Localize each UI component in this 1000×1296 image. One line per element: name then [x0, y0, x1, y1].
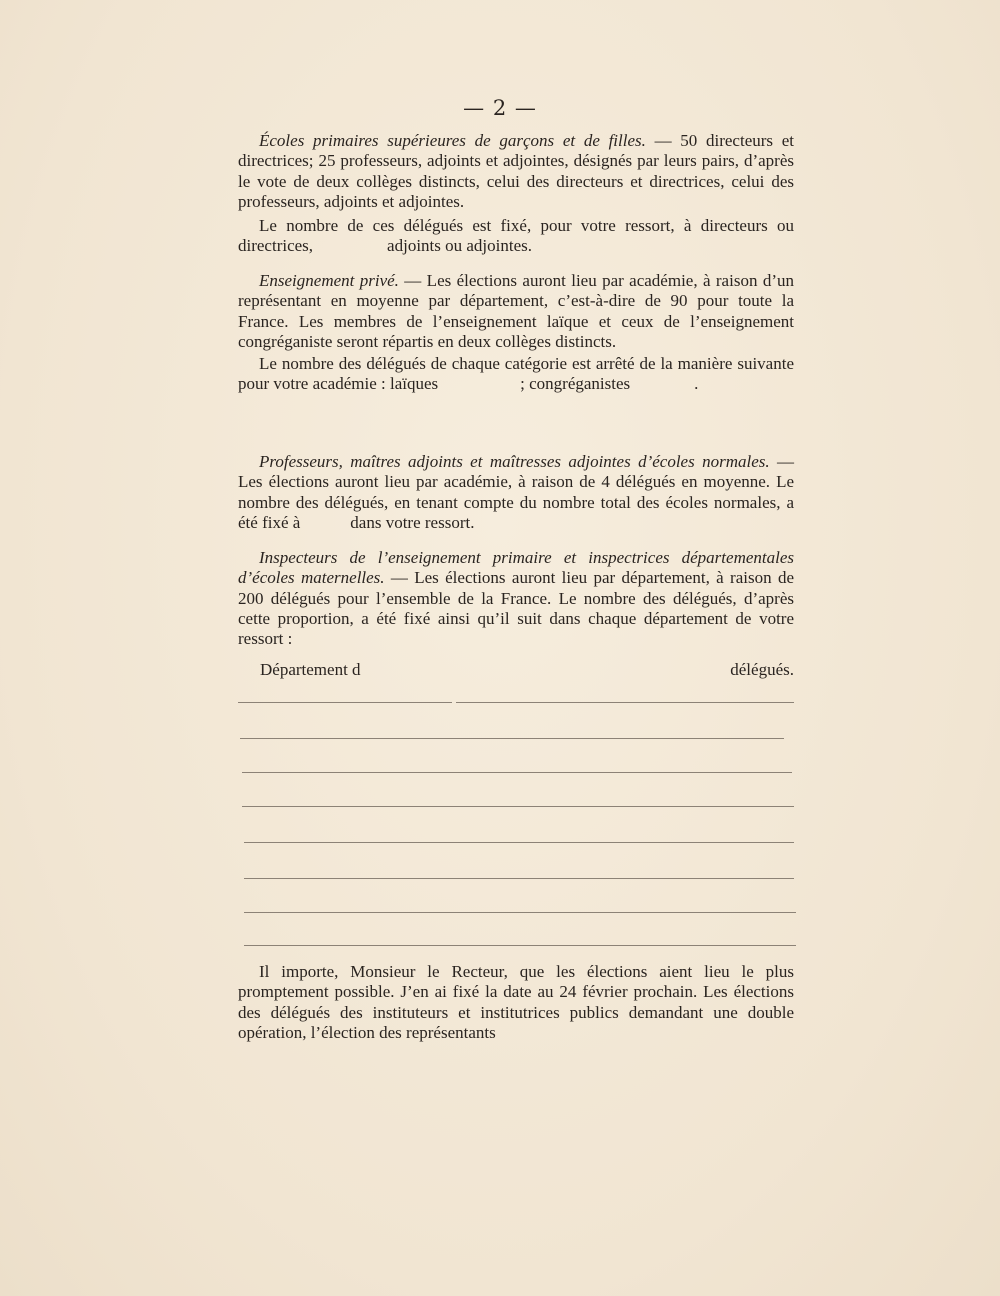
paragraph-text: directeurs ou directrices, — [238, 216, 794, 256]
section-heading: Écoles primaires supérieures de garçons et de filles. — [259, 131, 646, 150]
blank-line — [242, 772, 792, 773]
paragraph — [238, 271, 794, 352]
section-inspecteurs — [238, 548, 794, 649]
delegues-label: délégués. — [730, 660, 794, 679]
blank-line — [244, 912, 796, 913]
paragraph-text: dans votre ressort. — [350, 512, 475, 532]
section-heading: Inspecteurs de l’enseignement primaire et inspectrices départementales d’écoles maternelles. — [238, 548, 794, 588]
section-heading: Enseignement privé. — [259, 271, 399, 290]
blank-line — [456, 702, 794, 703]
blank-line — [244, 945, 796, 946]
blank-line — [240, 738, 784, 739]
paragraph — [238, 131, 794, 212]
section-closing — [238, 962, 794, 1043]
blank-line — [242, 806, 794, 807]
paragraph — [238, 548, 794, 649]
paragraph: Il importe, Monsieur le Recteur, que les élections aient lieu le plus promptement possible. J’en ai fixé la date au 24 février prochain. Les élections des délégués des instituteurs et institutrices publics demandant une double opération, l’élection des représentants — [238, 962, 794, 1042]
section-heading: Professeurs, maîtres adjoints et maîtresses adjointes d’écoles normales. — [259, 452, 770, 471]
paragraph-text: — Les élections auront lieu par académie, à raison de 4 délégués en moyenne. Le nombre des délégués, en tenant compte du nombre total des écoles normales, a été fixé à — [238, 452, 795, 532]
paragraph — [238, 452, 794, 533]
section-enseignement-prive — [238, 271, 794, 395]
paragraph-text: . — [694, 374, 699, 394]
blank-line — [238, 702, 452, 703]
paragraph-text: Le nombre des délégués de chaque catégorie est arrêté de la manière suivante pour votre académie : laïques — [238, 354, 794, 394]
paragraph-text: ; congréganistes — [520, 374, 631, 394]
page-number: — 2 — — [463, 96, 537, 120]
paragraph — [238, 354, 794, 395]
paragraph-text: — Les élections auront lieu par académie, à raison d’un représentant en moyenne par département, c’est-à-dire de 90 pour toute la France. Les membres de l’enseignement laïque et ceux de l’enseignement congréganiste seront répartis en deux collèges distincts. — [238, 271, 794, 351]
paragraph-text: — Les élections auront lieu par département, à raison de 200 délégués pour l’ensemble de la France. Le nombre des délégués, d’après cette proportion, a été fixé ainsi qu’il suit dans chaque département de votre ressort : — [238, 568, 794, 649]
departement-label: Département d — [260, 660, 361, 679]
paragraph-text: adjoints ou adjointes. — [387, 236, 533, 256]
section-ecoles-primaires — [238, 131, 794, 257]
paragraph-text: Le nombre de ces délégués est fixé, pour votre ressort, à — [259, 216, 692, 236]
paragraph — [238, 216, 794, 257]
paragraph-text: — 50 directeurs et directrices; 25 professeurs, adjoints et adjointes, désignés par leurs pairs, d’après le vote de deux collèges distincts, celui des directeurs et directrices, celui des professeurs, adjoints et adjointes. — [238, 131, 794, 211]
blank-line — [244, 842, 794, 843]
blank-line — [244, 878, 794, 879]
section-professeurs — [238, 452, 794, 533]
